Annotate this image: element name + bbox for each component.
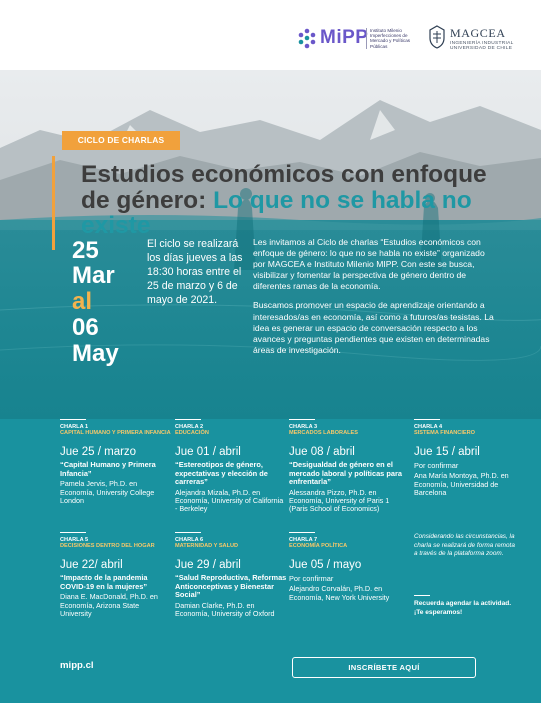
talk-card-2: [175, 419, 287, 514]
reminder-line-2: ¡Te esperamos!: [414, 608, 463, 616]
event-title-highlight: Lo que no se habla no existe: [81, 186, 472, 239]
event-title: [81, 162, 500, 239]
talk-label: CHARLA 7: [289, 537, 318, 543]
talk-title: “Estereotipos de género, expectativas y elección de carreras”: [175, 460, 268, 487]
schedule-text: El ciclo se realizará los días jueves a las 18:30 horas entre el 25 de marzo y 6 de mayo de 2021.: [147, 238, 243, 306]
talk-speaker: Damian Clarke, Ph.D. en Economía, University of Oxford: [175, 600, 275, 619]
talk-topic: CAPITAL HUMANO Y PRIMERA INFANCIA: [60, 430, 171, 437]
talk-topic: DECISIONES DENTRO DEL HOGAR: [60, 543, 155, 550]
talk-label: CHARLA 6: [175, 537, 204, 543]
talk-card-5: [60, 532, 172, 618]
talk-date: Jue 05 / mayo: [289, 559, 362, 572]
talk-rule: [60, 532, 86, 533]
talk-date: Jue 15 / abril: [414, 446, 480, 459]
website-link[interactable]: mipp.cl: [60, 660, 94, 671]
header: [0, 0, 541, 66]
talk-label: CHARLA 5: [60, 537, 89, 543]
reminder: [414, 595, 524, 617]
mipp-subtitle: Instituto Milenio Imperfecciones de Mercado y Políticas Públicas: [366, 28, 418, 49]
talk-date: Jue 08 / abril: [289, 446, 355, 459]
reminder-line-1: Recuerda agendar la actividad.: [414, 600, 512, 607]
mipp-wordmark: MiPP: [320, 27, 369, 48]
intro-paragraph-2: Buscamos promover un espacio de aprendizaje orientando a interesados/as en economía, así como a futuros/as tesistas. La idea es generar un espacio de conversación respecto a los avances y preguntas pendientes que existen en determinadas áreas de investigación.: [253, 300, 494, 355]
intro-paragraph-1: Les invitamos al Ciclo de charlas “Estudios económicos con enfoque de género: lo que no se habla no existe” organizado por MAGCEA e Instituto Milenio MIPP. Con este se busca, visibilizar y fomentar la perspectiva de género dentro de diferentes ramas de la economía.: [253, 237, 485, 292]
event-title-main: Estudios económicos con enfoque de género:: [81, 161, 487, 214]
talk-topic: SISTEMA FINANCIERO: [414, 430, 476, 437]
talk-pending: Por confirmar: [289, 574, 334, 584]
talk-label: CHARLA 2: [175, 424, 204, 430]
reminder-rule: [414, 595, 430, 596]
magcea-subtitle: INGENIERÍA INDUSTRIAL UNIVERSIDAD DE CHILE: [450, 41, 514, 52]
university-crest-icon: [428, 25, 446, 49]
mipp-logo: [296, 26, 420, 52]
talk-label: CHARLA 4: [414, 424, 443, 430]
talk-rule: [175, 419, 201, 420]
talk-date: Jue 22/ abril: [60, 559, 123, 572]
talk-card-4: [414, 419, 522, 498]
date-end-month: May: [72, 340, 119, 367]
talk-date: Jue 01 / abril: [175, 446, 241, 459]
talk-date: Jue 25 / marzo: [60, 446, 137, 459]
talk-rule: [414, 419, 440, 420]
talk-card-1: [60, 419, 172, 505]
date-end-day: 06: [72, 314, 99, 341]
date-connector: al: [72, 288, 93, 315]
talk-topic: MATERNIDAD Y SALUD: [175, 543, 239, 550]
talk-pending: Por confirmar: [414, 461, 459, 471]
talk-label: CHARLA 3: [289, 424, 318, 430]
talk-topic: MERCADOS LABORALES: [289, 430, 358, 437]
talk-topic: ECONOMÍA POLÍTICA: [289, 543, 348, 550]
talk-label: CHARLA 1: [60, 424, 89, 430]
talk-card-6: [175, 532, 287, 618]
talk-title: “Desigualdad de género en el mercado laboral y políticas para enfrentarla”: [289, 460, 402, 487]
talk-speaker: Ana María Montoya, Ph.D. en Economía, Universidad de Barcelona: [414, 471, 509, 498]
talk-speaker: Pamela Jervis, Ph.D. en Economía, University College London: [60, 479, 155, 506]
talk-title: “Salud Reproductiva, Reformas Anticonceptivas y Bienestar Social”: [175, 573, 287, 600]
date-start-day: 25: [72, 237, 99, 264]
talk-rule: [289, 532, 315, 533]
talk-topic: EDUCACIÓN: [175, 430, 209, 437]
register-button[interactable]: INSCRÍBETE AQUÍ: [292, 657, 476, 678]
magcea-logo: [428, 24, 538, 54]
magcea-wordmark: MAGCEA: [450, 26, 506, 40]
talk-speaker: Alejandro Corvalán, Ph.D. en Economía, New York University: [289, 584, 390, 602]
talk-title: “Capital Humano y Primera Infancia”: [60, 460, 156, 478]
talk-speaker: Alejandra Mizala, Ph.D. en Economía, University of California - Berkeley: [175, 487, 284, 514]
date-start-month: Mar: [72, 262, 115, 289]
talk-rule: [289, 419, 315, 420]
talk-rule: [60, 419, 86, 420]
talk-speaker: Diana E. MacDonald, Ph.D. en Economía, Arizona State University: [60, 592, 158, 619]
talk-rule: [175, 532, 201, 533]
talk-date: Jue 29 / abril: [175, 559, 241, 572]
title-block: [52, 156, 500, 250]
mipp-dots-icon: [296, 28, 318, 50]
talk-card-7: [289, 532, 405, 602]
series-tag: CICLO DE CHARLAS: [62, 131, 180, 150]
talk-title: “Impacto de la pandemia COVID-19 en la mujeres”: [60, 573, 148, 591]
intro-text: [253, 237, 499, 356]
talk-card-3: [289, 419, 405, 514]
talk-speaker: Alessandra Pizzo, Ph.D. en Economía, University of Paris 1 (Paris School of Economics): [289, 487, 390, 514]
remote-note: Considerando las circunstancias, la charla se realizará de forma remota a través de la plataforma zoom.: [414, 533, 515, 558]
